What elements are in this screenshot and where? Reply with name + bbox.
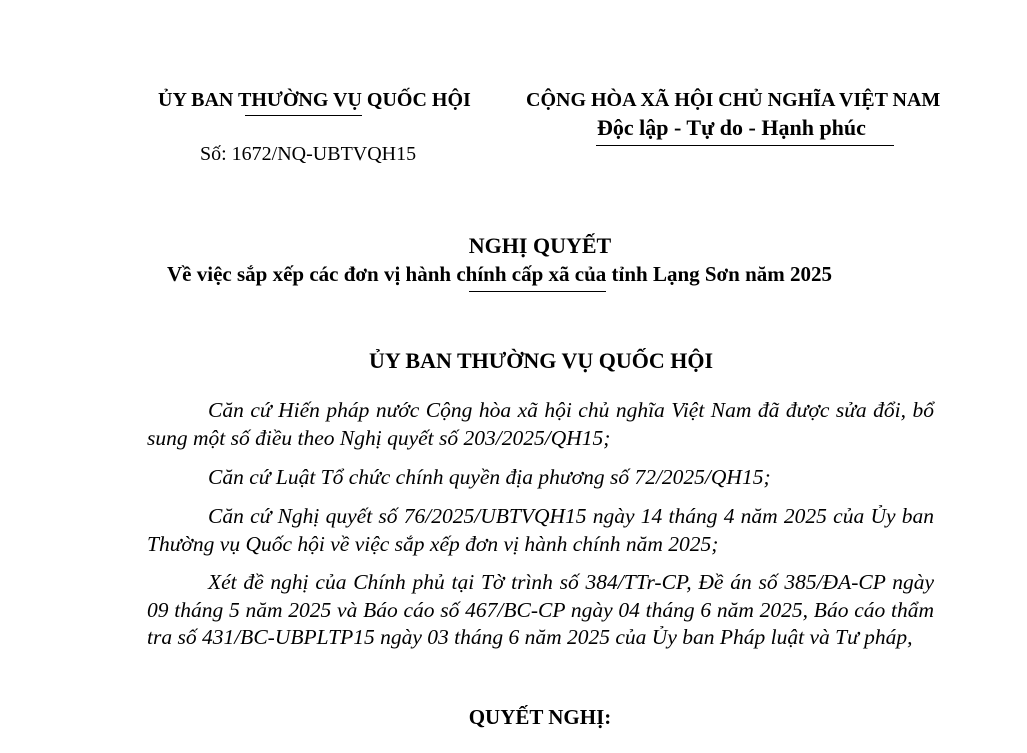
issuing-body: ỦY BAN THƯỜNG VỤ QUỐC HỘI bbox=[158, 89, 471, 111]
authority-heading: ỦY BAN THƯỜNG VỤ QUỐC HỘI bbox=[368, 348, 714, 373]
subject-underline bbox=[469, 291, 606, 292]
legal-basis-resolution-76: Căn cứ Nghị quyết số 76/2025/UBTVQH15 ngày 14 tháng 4 năm 2025 của Ủy ban Thường vụ Quốc hội về việc sắp xếp đơn vị hành chính năm 2025; bbox=[147, 504, 934, 556]
motto-underline bbox=[596, 145, 894, 146]
document-subject: Về việc sắp xếp các đơn vị hành chính cấp xã của tỉnh Lạng Sơn năm 2025 bbox=[167, 262, 833, 286]
national-motto: Độc lập - Tự do - Hạnh phúc bbox=[597, 115, 866, 140]
legal-basis-local-government-law: Căn cứ Luật Tổ chức chính quyền địa phương số 72/2025/QH15; bbox=[208, 465, 771, 489]
decision-heading: QUYẾT NGHỊ: bbox=[468, 705, 612, 729]
document-type-title: NGHỊ QUYẾT bbox=[468, 233, 612, 258]
document-number: Số: 1672/NQ-UBTVQH15 bbox=[200, 143, 417, 165]
issuer-underline bbox=[245, 115, 362, 116]
national-title: CỘNG HÒA XÃ HỘI CHỦ NGHĨA VIỆT NAM bbox=[526, 89, 941, 111]
government-proposal-paragraph: Xét đề nghị của Chính phủ tại Tờ trình số 384/TTr-CP, Đề án số 385/ĐA-CP ngày 09 tháng 5 năm 2025 và Báo cáo số 467/BC-CP ngày 04 tháng 6 năm 2025, Báo cáo thẩm tra số 431/BC-UBPLTP15 ngày 03 tháng 6 năm 2025 của Ủy ban Pháp luật và Tư pháp, bbox=[147, 570, 934, 649]
legal-basis-constitution: Căn cứ Hiến pháp nước Cộng hòa xã hội chủ nghĩa Việt Nam đã được sửa đổi, bổ sung một số điều theo Nghị quyết số 203/2025/QH15; bbox=[147, 398, 934, 450]
